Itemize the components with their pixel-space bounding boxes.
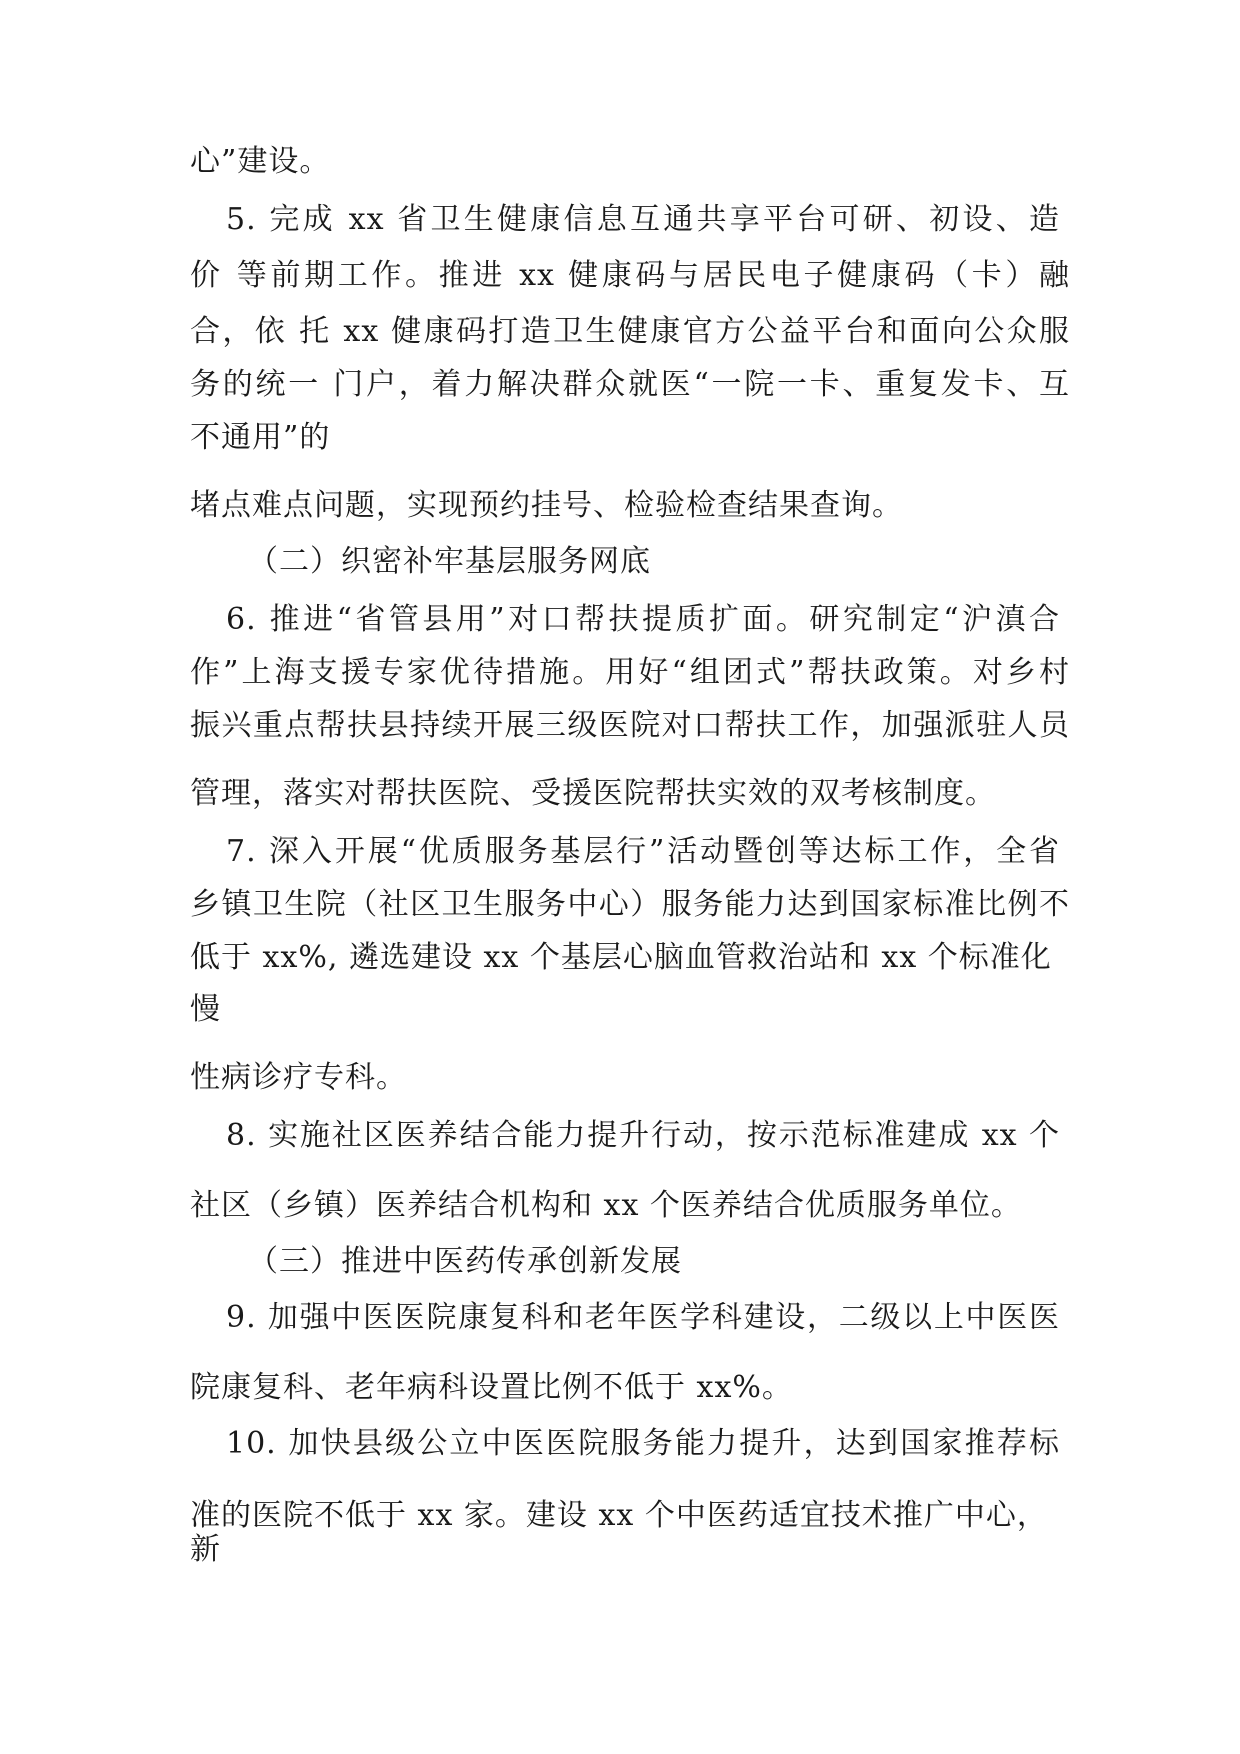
text-line: 振兴重点帮扶县持续开展三级医院对口帮扶工作，加强派驻人员 xyxy=(190,708,1070,743)
section-heading: （二）织密补牢基层服务网底 xyxy=(248,544,651,579)
section-heading: （三）推进中医药传承创新发展 xyxy=(248,1244,682,1279)
text-line: 社区（乡镇）医养结合机构和 xx 个医养结合优质服务单位。 xyxy=(190,1188,1022,1223)
text-line: 10. 加快县级公立中医医院服务能力提升，达到国家推荐标 xyxy=(226,1426,1060,1461)
text-line: 低于 xx%, 遴选建设 xx 个基层心脑血管救治站和 xx 个标准化 xyxy=(190,940,1052,975)
text-line: 价 等前期工作。推进 xx 健康码与居民电子健康码（卡）融 xyxy=(190,258,1070,293)
text-line: 5. 完成 xx 省卫生健康信息互通共享平台可研、初设、造 xyxy=(226,202,1060,237)
text-line: 准的医院不低于 xx 家。建设 xx 个中医药适宜技术推广中心， xyxy=(190,1498,1048,1533)
text-line: 不通用”的 xyxy=(190,420,331,455)
text-line: 作”上海支援专家优待措施。用好“组团式”帮扶政策。对乡村 xyxy=(190,655,1070,690)
text-line: 乡镇卫生院（社区卫生服务中心）服务能力达到国家标准比例不 xyxy=(190,887,1070,922)
text-line: 新 xyxy=(190,1532,221,1567)
text-line: 9. 加强中医医院康复科和老年医学科建设，二级以上中医医 xyxy=(226,1300,1060,1335)
text-line: 堵点难点问题，实现预约挂号、检验检查结果查询。 xyxy=(190,488,903,523)
text-line: 管理，落实对帮扶医院、受援医院帮扶实效的双考核制度。 xyxy=(190,776,996,811)
text-line: 6. 推进“省管县用”对口帮扶提质扩面。研究制定“沪滇合 xyxy=(226,602,1060,637)
text-line: 8. 实施社区医养结合能力提升行动，按示范标准建成 xx 个 xyxy=(226,1118,1060,1153)
text-line: 性病诊疗专科。 xyxy=(190,1060,407,1095)
text-line: 心”建设。 xyxy=(190,144,331,179)
text-line: 7. 深入开展“优质服务基层行”活动暨创等达标工作，全省 xyxy=(226,834,1060,869)
text-line: 合，依 托 xx 健康码打造卫生健康官方公益平台和面向公众服 xyxy=(190,314,1070,349)
text-line: 院康复科、老年病科设置比例不低于 xx%。 xyxy=(190,1370,793,1405)
text-line: 慢 xyxy=(190,992,221,1027)
text-line: 务的统一 门户，着力解决群众就医“一院一卡、重复发卡、互 xyxy=(190,367,1070,402)
